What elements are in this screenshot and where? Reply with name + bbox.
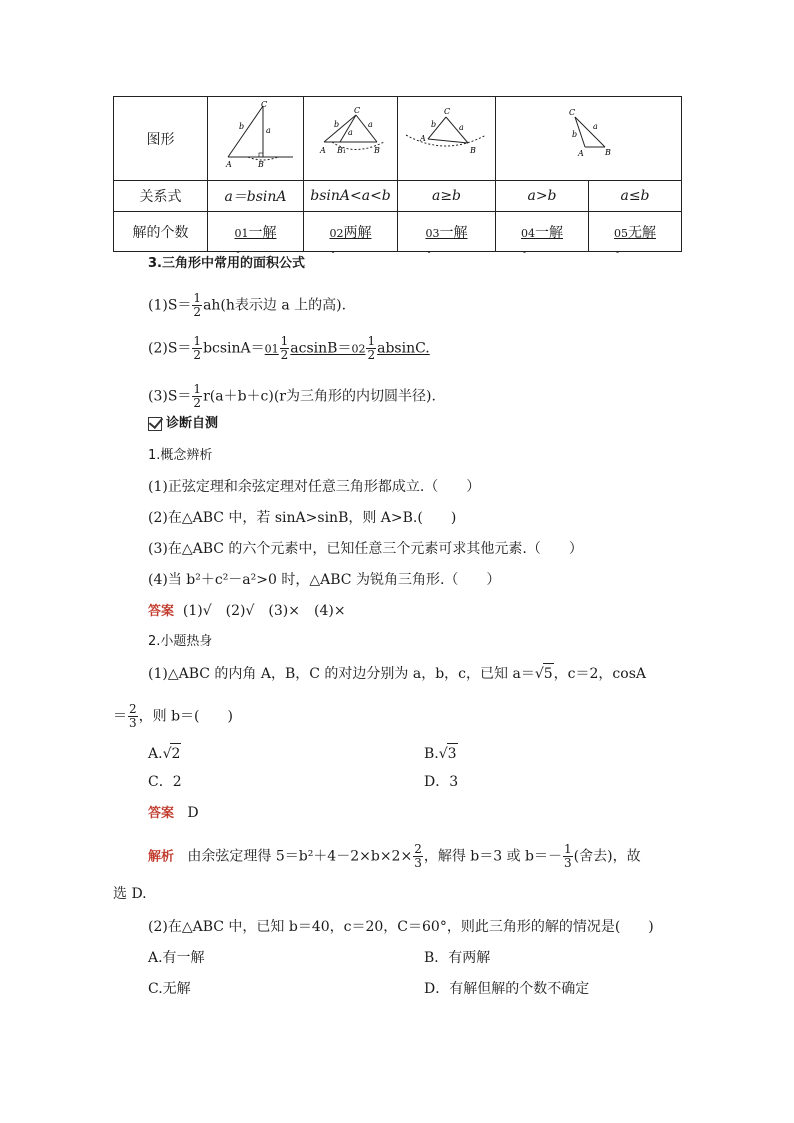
solution-1: 01一解 - bbox=[208, 212, 304, 252]
problem2-option-D: D．有解但解的个数不确定 bbox=[424, 981, 590, 997]
svg-text:B: B bbox=[470, 146, 476, 155]
svg-text:b: b bbox=[571, 130, 577, 139]
problem2-option-B: B．有两解 bbox=[424, 950, 491, 966]
area-formula-3: (3)S＝ $\frac{1}{2}$ r(a＋b＋c)(r为三角形的内切圆半径). bbox=[148, 382, 436, 410]
area-formula-1: (1)S＝ $\frac{1}{2}$ ah(h表示边 a 上的高). bbox=[148, 291, 347, 319]
svg-text:A: A bbox=[577, 149, 584, 158]
concept-q1: (1)正弦定理和余弦定理对任意三角形都成立.（ ） bbox=[148, 479, 481, 495]
solution-4: 04一解 - bbox=[496, 212, 589, 252]
svg-text:a: a bbox=[266, 126, 271, 135]
svg-text:a: a bbox=[348, 128, 353, 137]
svg-text:b: b bbox=[431, 120, 437, 129]
svg-text:A: A bbox=[420, 134, 426, 143]
svg-text:B: B bbox=[374, 146, 380, 155]
option-B: B.√3 bbox=[424, 743, 458, 764]
area-formula-2: (2)S＝ $\frac{1}{2}$ bcsinA＝01 $\frac{1}{2}$ acsinB＝02 $\frac{1}{2}$ absinC. bbox=[148, 334, 430, 362]
svg-text:a: a bbox=[459, 123, 464, 132]
option-C: C．2 bbox=[148, 774, 182, 790]
concept-heading: 1.概念辨析 bbox=[148, 448, 213, 463]
svg-text:A: A bbox=[320, 146, 326, 155]
svg-text:b: b bbox=[239, 122, 245, 131]
figure-cell-1 bbox=[208, 97, 304, 181]
svg-text:C: C bbox=[354, 106, 361, 115]
row-label-figure: 图形 bbox=[114, 97, 208, 181]
relation-5: a≤b bbox=[589, 181, 682, 212]
figure-cell-4 bbox=[496, 97, 682, 181]
solution-analysis: 解析 由余弦定理得 5＝b²＋4－2×b×2× $\frac{2}{3}$ ，解得 b＝3 或 b＝－ $\frac{1}{3}$ (舍去)，故 bbox=[148, 842, 641, 870]
triangle-figure-obtuse bbox=[497, 97, 681, 176]
svg-text:a: a bbox=[368, 120, 373, 129]
concept-answer: 答案 (1)√ (2)√ (3)× (4)× bbox=[148, 603, 346, 619]
concept-q4: (4)当 b²＋c²－a²>0 时，△ABC 为锐角三角形.（ ） bbox=[148, 572, 501, 588]
concept-q3: (3)在△ABC 的六个元素中，已知任意三个元素可求其他元素.（ ） bbox=[148, 541, 583, 557]
figure-cell-2 bbox=[304, 97, 398, 181]
relation-4: a>b bbox=[496, 181, 589, 212]
option-A: A.√2 bbox=[148, 743, 181, 764]
svg-text:B₁: B₁ bbox=[337, 146, 347, 155]
diag-heading: 诊断自测 bbox=[148, 414, 218, 434]
svg-text:B: B bbox=[604, 148, 611, 157]
row-label-count: 解的个数 bbox=[114, 212, 208, 252]
solution-table bbox=[113, 96, 682, 258]
relation-1: a＝bsinA bbox=[208, 181, 304, 212]
triangle-figure-a-ge-b bbox=[398, 97, 495, 176]
svg-text:C: C bbox=[568, 108, 575, 117]
relation-3: a≥b bbox=[398, 181, 496, 212]
concept-q2: (2)在△ABC 中，若 sinA>sinB，则 A>B.( ) bbox=[148, 510, 457, 526]
section3-title: 3.三角形中常用的面积公式 bbox=[148, 256, 305, 271]
problem2: (2)在△ABC 中，已知 b＝40，c＝20，C＝60°，则此三角形的解的情况是( ) bbox=[148, 919, 654, 935]
triangle-figure-two-solutions bbox=[304, 97, 397, 176]
solution-2: 02两解 - bbox=[304, 212, 398, 252]
svg-text:A: A bbox=[226, 160, 232, 169]
svg-text:C: C bbox=[444, 107, 451, 116]
figure-cell-3 bbox=[398, 97, 496, 181]
row-label-relation: 关系式 bbox=[114, 181, 208, 212]
label-C: C bbox=[261, 100, 268, 109]
problem2-option-A: A.有一解 bbox=[148, 950, 205, 966]
problem1-line1: (1)△ABC 的内角 A，B，C 的对边分别为 a，b，c，已知 a＝√5，c＝2，cosA bbox=[148, 663, 646, 684]
warmup-heading: 2.小题热身 bbox=[148, 634, 213, 649]
problem2-option-C: C.无解 bbox=[148, 981, 191, 997]
check-icon bbox=[148, 417, 162, 431]
svg-text:a: a bbox=[592, 122, 598, 131]
problem1-answer: 答案 D bbox=[148, 805, 199, 821]
solution-5: 05无解 - bbox=[589, 212, 682, 252]
option-D: D．3 bbox=[424, 774, 459, 790]
svg-text:B: B bbox=[258, 160, 264, 169]
relation-2: bsinA<a<b bbox=[304, 181, 398, 212]
triangle-figure-right bbox=[208, 97, 303, 176]
svg-text:b: b bbox=[334, 120, 340, 129]
problem1-line2: ＝ $\frac{2}{3}$ ，则 b＝( ) bbox=[113, 702, 233, 730]
solution-analysis-line2: 选 D. bbox=[113, 886, 147, 902]
solution-3: 03一解 - bbox=[398, 212, 496, 252]
